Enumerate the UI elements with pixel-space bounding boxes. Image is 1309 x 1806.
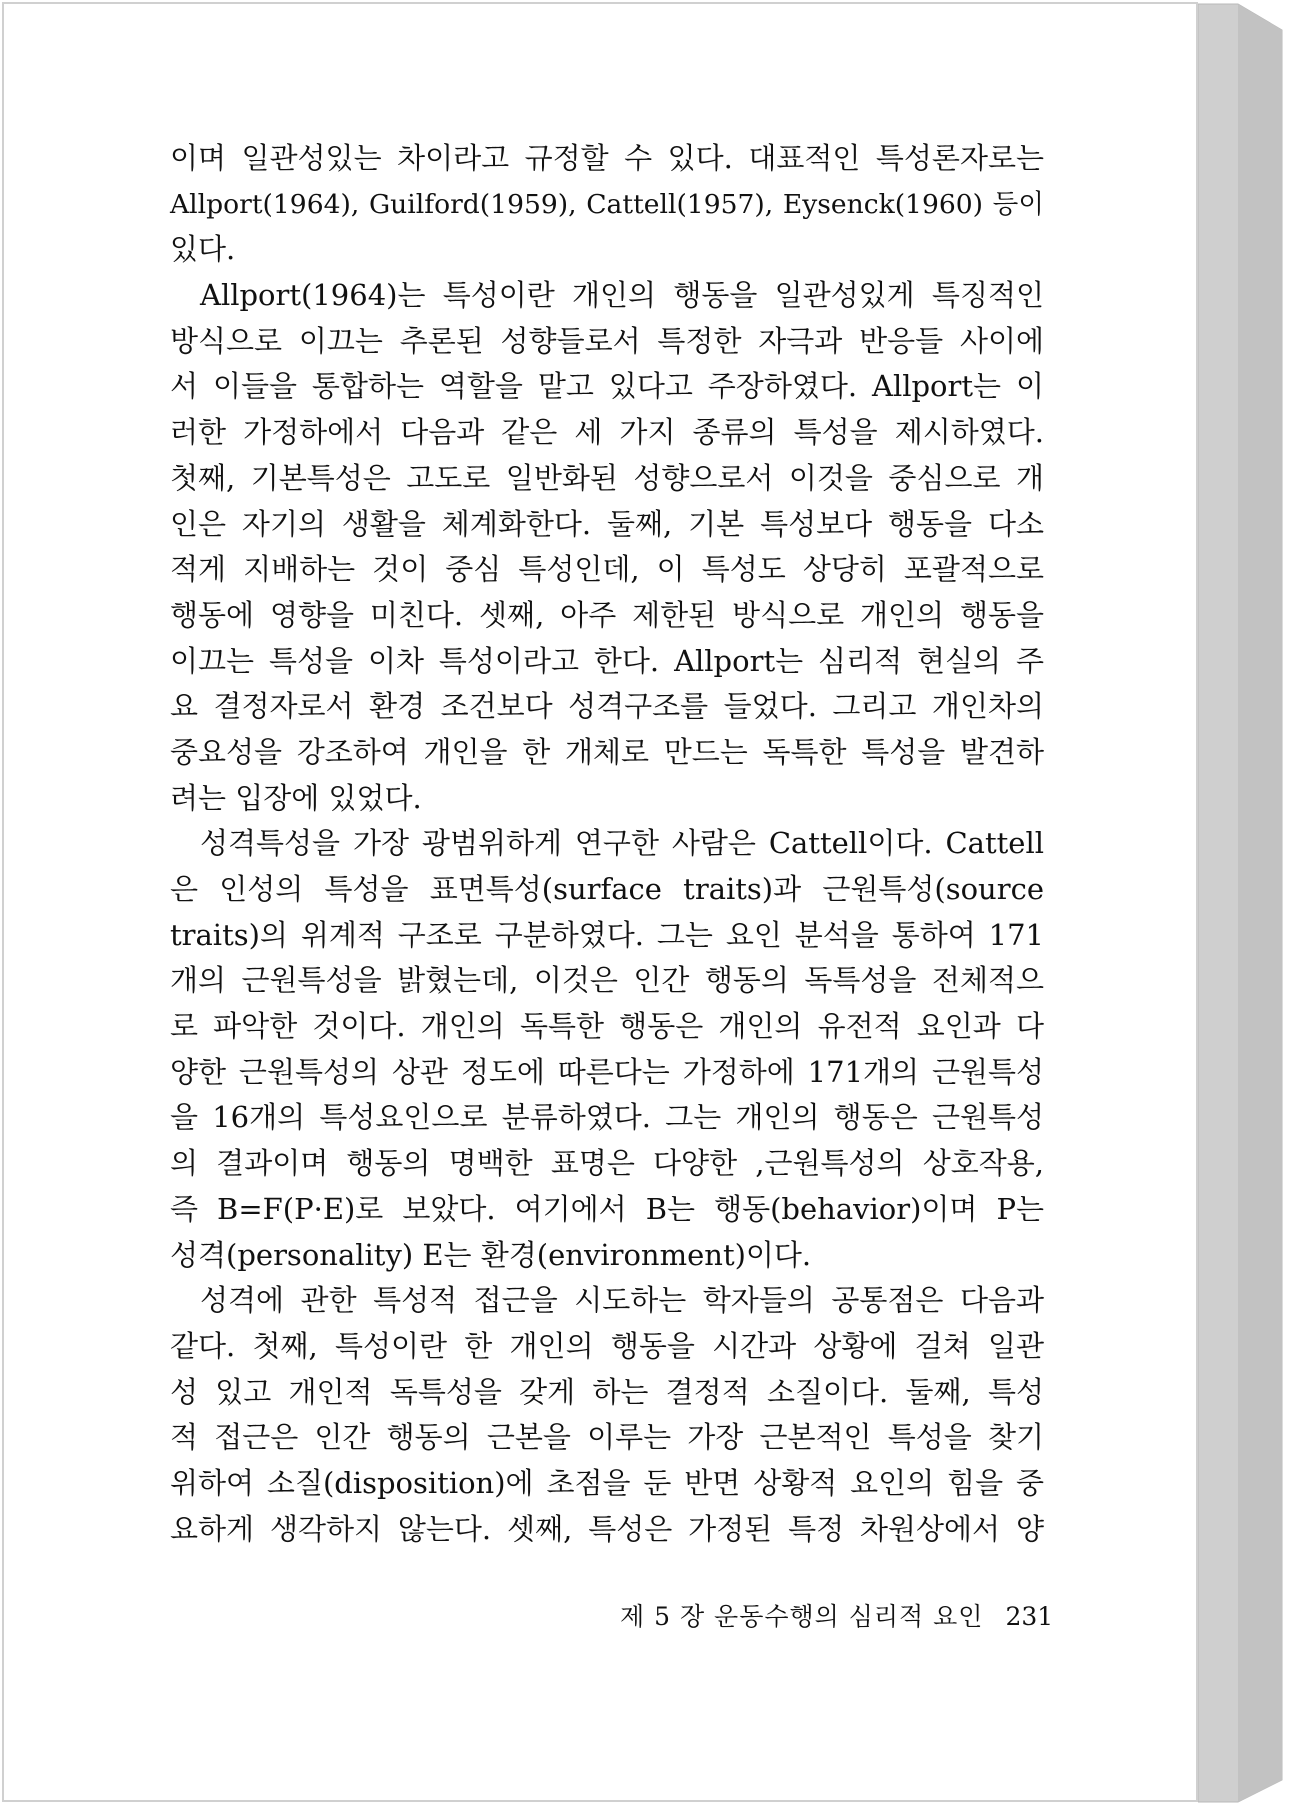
text-line: 서 이들을 통합하는 역할을 맡고 있다고 주장하였다. Allport는 이	[170, 369, 1044, 404]
text-line: 위하여 소질(disposition)에 초점을 둔 반면 상황적 요인의 힘을 중	[170, 1465, 1044, 1500]
text-line: 은 인성의 특성을 표면특성(surface traits)과 근원특성(source	[170, 872, 1044, 906]
text-line: 성격(personality) E는 환경(environment)이다.	[170, 1237, 812, 1272]
text-line: traits)의 위계적 구조로 구분하였다. 그는 요인 분석을 통하여 171	[170, 917, 1044, 952]
text-line: 행동에 영향을 미친다. 셋째, 아주 제한된 방식으로 개인의 행동을	[170, 597, 1044, 632]
text-line: 중요성을 강조하여 개인을 한 개체로 만드는 독특한 특성을 발견하	[170, 734, 1044, 769]
text-line: 성 있고 개인적 독특성을 갖게 하는 결정적 소질이다. 둘째, 특성	[170, 1374, 1044, 1409]
text-line: 인은 자기의 생활을 체계화한다. 둘째, 기본 특성보다 행동을 다소	[170, 506, 1044, 541]
text-line: 을 16개의 특성요인으로 분류하였다. 그는 개인의 행동은 근원특성	[170, 1100, 1044, 1135]
body-text	[170, 136, 1044, 1552]
text-line: 의 결과이며 행동의 명백한 표명은 다양한 ,근원특성의 상호작용,	[170, 1146, 1044, 1181]
text-line: 로 파악한 것이다. 개인의 독특한 행동은 개인의 유전적 요인과 다	[170, 1009, 1044, 1044]
page-footer	[620, 1597, 1054, 1633]
text-line: 양한 근원특성의 상관 정도에 따른다는 가정하에 171개의 근원특성	[170, 1054, 1044, 1089]
text-line: 있다.	[170, 232, 236, 267]
text-line: 려는 입장에 있었다.	[170, 780, 422, 815]
page-stack-edge	[1198, 0, 1309, 1806]
text-line: Allport(1964)는 특성이란 개인의 행동을 일관성있게 특징적인	[200, 278, 1044, 313]
text-line: Allport(1964), Guilford(1959), Cattell(1957), Eysenck(1960) 등이	[170, 188, 1044, 220]
running-head: 제 5 장 운동수행의 심리적 요인	[620, 1602, 984, 1631]
text-line: 성격에 관한 특성적 접근을 시도하는 학자들의 공통점은 다음과	[200, 1283, 1044, 1318]
text-line: 요하게 생각하지 않는다. 셋째, 특성은 가정된 특정 차원상에서 양	[170, 1511, 1044, 1546]
text-line: 적 접근은 인간 행동의 근본을 이루는 가장 근본적인 특성을 찾기	[170, 1420, 1044, 1455]
text-line: 적게 지배하는 것이 중심 특성인데, 이 특성도 상당히 포괄적으로	[170, 552, 1044, 587]
text-line: 성격특성을 가장 광범위하게 연구한 사람은 Cattell이다. Cattell	[200, 826, 1044, 861]
text-line: 이끄는 특성을 이차 특성이라고 한다. Allport는 심리적 현실의 주	[170, 643, 1044, 678]
text-line: 첫째, 기본특성은 고도로 일반화된 성향으로서 이것을 중심으로 개	[170, 460, 1044, 495]
text-line: 러한 가정하에서 다음과 같은 세 가지 종류의 특성을 제시하였다.	[170, 415, 1044, 450]
page-number: 231	[1005, 1602, 1054, 1631]
text-line: 이며 일관성있는 차이라고 규정할 수 있다. 대표적인 특성론자로는	[170, 141, 1044, 175]
text-line: 방식으로 이끄는 추론된 성향들로서 특정한 자극과 반응들 사이에	[170, 323, 1044, 358]
text-line: 즉 B=F(P·E)로 보았다. 여기에서 B는 행동(behavior)이며 P는	[170, 1191, 1044, 1226]
text-line: 요 결정자로서 환경 조건보다 성격구조를 들었다. 그리고 개인차의	[170, 689, 1044, 724]
text-line: 개의 근원특성을 밝혔는데, 이것은 인간 행동의 독특성을 전체적으	[170, 963, 1044, 998]
text-line: 같다. 첫째, 특성이란 한 개인의 행동을 시간과 상황에 걸쳐 일관	[170, 1328, 1044, 1363]
